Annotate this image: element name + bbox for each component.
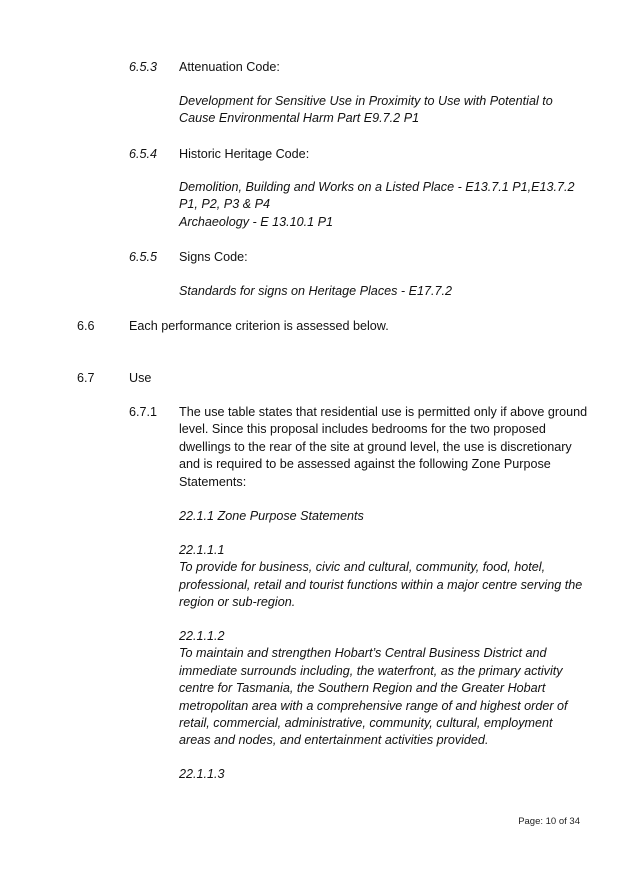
- text-line: metropolitan area with a comprehensive range of and highest order of: [179, 698, 568, 713]
- heritage-detail: [179, 179, 591, 231]
- text-line: retail, commercial, administrative, community, cultural, employment: [179, 716, 553, 731]
- text-line: Development for Sensitive Use in Proximity to Use with Potential to: [179, 94, 553, 108]
- text-line: P1, P2, P3 & P4: [179, 197, 271, 212]
- section-label-signs: Signs Code:: [179, 250, 248, 264]
- section-text-6-6: Each performance criterion is assessed below.: [129, 319, 389, 333]
- clause-number: 22.1.1.2: [179, 629, 225, 643]
- text-line: Standards for signs on Heritage Places - E17.7.2: [179, 284, 453, 298]
- section-label-attenuation: Attenuation Code:: [179, 60, 280, 74]
- section-number-6-5-3: 6.5.3: [129, 60, 158, 74]
- text-line: areas and nodes, and entertainment activities provided.: [179, 733, 489, 748]
- text-line: Archaeology - E 13.10.1 P1: [179, 214, 334, 229]
- section-number-6-5-4: 6.5.4: [129, 147, 158, 161]
- zone-purpose-2: [179, 628, 591, 750]
- text-line: region or sub-region.: [179, 595, 296, 610]
- text-line: Cause Environmental Harm Part E9.7.2 P1: [179, 111, 420, 126]
- text-line: immediate surrounds including, the waterfront, as the primary activity: [179, 663, 563, 678]
- text-line: centre for Tasmania, the Southern Region and the Greater Hobart: [179, 681, 546, 696]
- attenuation-detail: [179, 93, 591, 128]
- section-number-6-7: 6.7: [77, 371, 95, 385]
- text-line: and is required to be assessed against the following Zone Purpose: [179, 457, 551, 472]
- text-line: Statements:: [179, 474, 247, 489]
- clause-number: 22.1.1.1: [179, 543, 225, 557]
- signs-detail: [179, 283, 591, 300]
- zone-purpose-3: [179, 766, 591, 783]
- section-number-6-6: 6.6: [77, 319, 95, 333]
- page-number: Page: 10 of 34: [518, 816, 580, 827]
- text-line: dwellings to the rear of the site at ground level, the use is discretionary: [179, 439, 572, 454]
- section-number-6-7-1: 6.7.1: [129, 405, 158, 419]
- text-line: level. Since this proposal includes bedrooms for the two proposed: [179, 422, 546, 437]
- text-line: To maintain and strengthen Hobart’s Central Business District and: [179, 646, 547, 661]
- section-number-6-5-5: 6.5.5: [129, 250, 158, 264]
- text-line: Demolition, Building and Works on a Listed Place - E13.7.1 P1,E13.7.2: [179, 180, 575, 194]
- zone-purpose-heading: 22.1.1 Zone Purpose Statements: [179, 509, 364, 523]
- zone-purpose-1: [179, 542, 591, 612]
- text-line: To provide for business, civic and cultural, community, food, hotel,: [179, 560, 546, 575]
- section-heading-use: Use: [129, 371, 152, 385]
- text-line: professional, retail and tourist functions within a major centre serving the: [179, 577, 583, 592]
- text-line: The use table states that residential use is permitted only if above ground: [179, 405, 588, 419]
- section-label-heritage: Historic Heritage Code:: [179, 147, 310, 161]
- clause-number: 22.1.1.3: [179, 767, 225, 781]
- use-table-paragraph: [179, 404, 591, 491]
